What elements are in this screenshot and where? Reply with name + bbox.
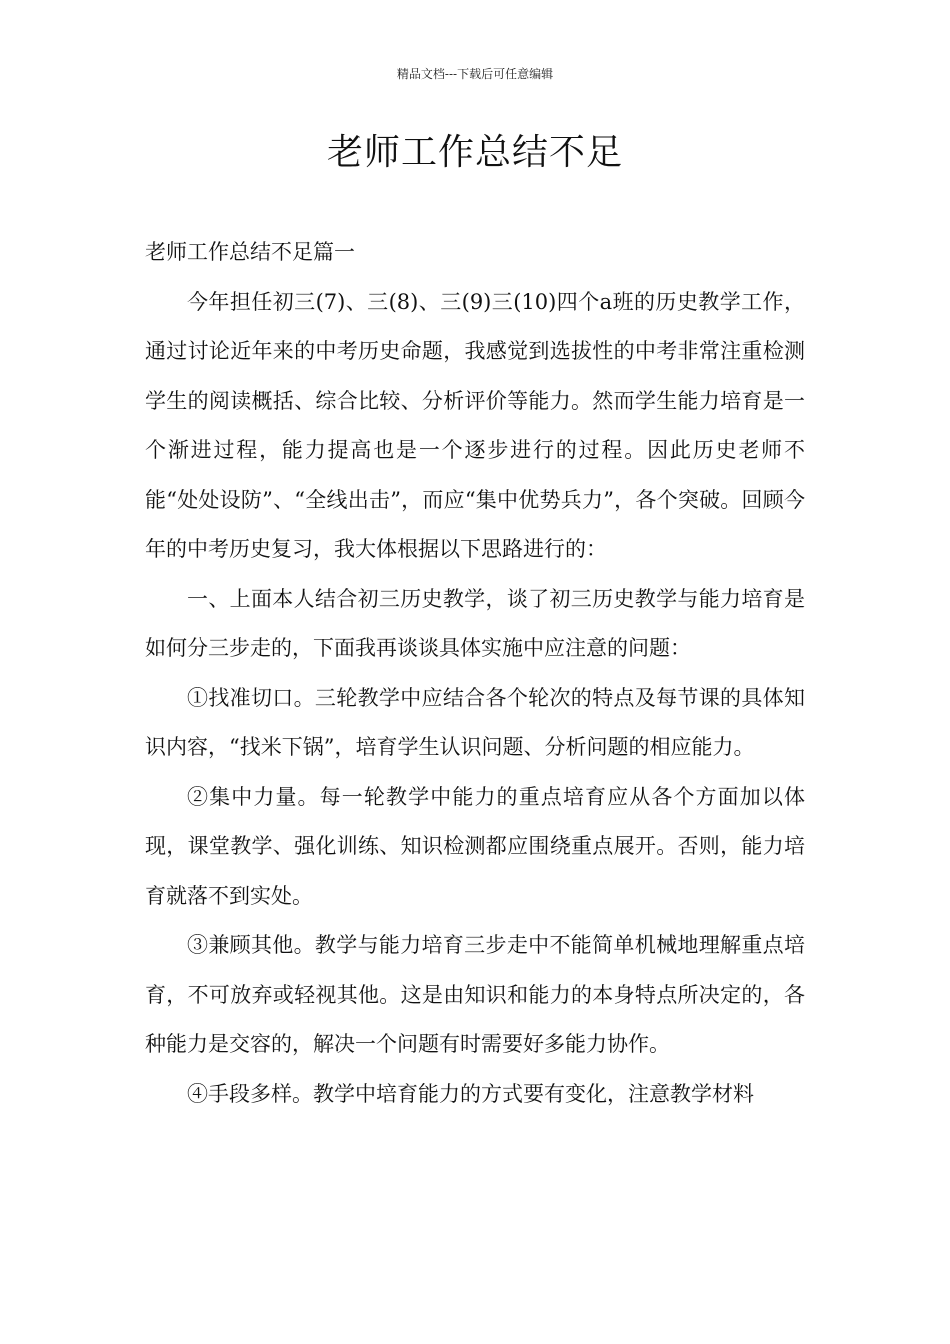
document-body xyxy=(145,228,805,1119)
paragraph-item-4: ④手段多样。教学中培育能力的方式要有变化，注意教学材料 xyxy=(187,1081,754,1106)
paragraph-item-3: ③兼顾其他。教学与能力培育三步走中不能简单机械地理解重点培育，不可放弃或轻视其他。这是由知识和能力的本身特点所决定的，各种能力是交容的，解决一个问题有时需要好多能力协作。 xyxy=(145,933,805,1056)
header-note: 精品文档---下载后可任意编辑 xyxy=(396,67,554,81)
paragraph-item-2: ②集中力量。每一轮教学中能力的重点培育应从各个方面加以体现，课堂教学、强化训练、知识检测都应围绕重点展开。否则，能力培育就落不到实处。 xyxy=(145,784,805,908)
paragraph-point-one: 一、上面本人结合初三历史教学，谈了初三历史教学与能力培育是如何分三步走的，下面我再谈谈具体实施中应注意的问题： xyxy=(145,586,805,660)
document-title: 老师工作总结不足 xyxy=(326,132,623,173)
section-heading: 老师工作总结不足篇一 xyxy=(145,240,355,264)
paragraph-intro: 今年担任初三(7)、三(8)、三(9)三(10)四个a班的历史教学工作，通过讨论近年来的中考历史命题，我感觉到选拔性的中考非常注重检测学生的阅读概括、综合比较、分析评价等能力。然而学生能力培育是一个渐进过程，能力提高也是一个逐步进行的过程。因此历史老师不能“处处设防”、“全线出击”，而应“集中优势兵力”，各个突破。回顾今年的中考历史复习，我大体根据以下思路进行的： xyxy=(145,289,805,561)
paragraph-item-1: ①找准切口。三轮教学中应结合各个轮次的特点及每节课的具体知识内容，“找米下锅”，培育学生认识问题、分析问题的相应能力。 xyxy=(145,685,805,759)
